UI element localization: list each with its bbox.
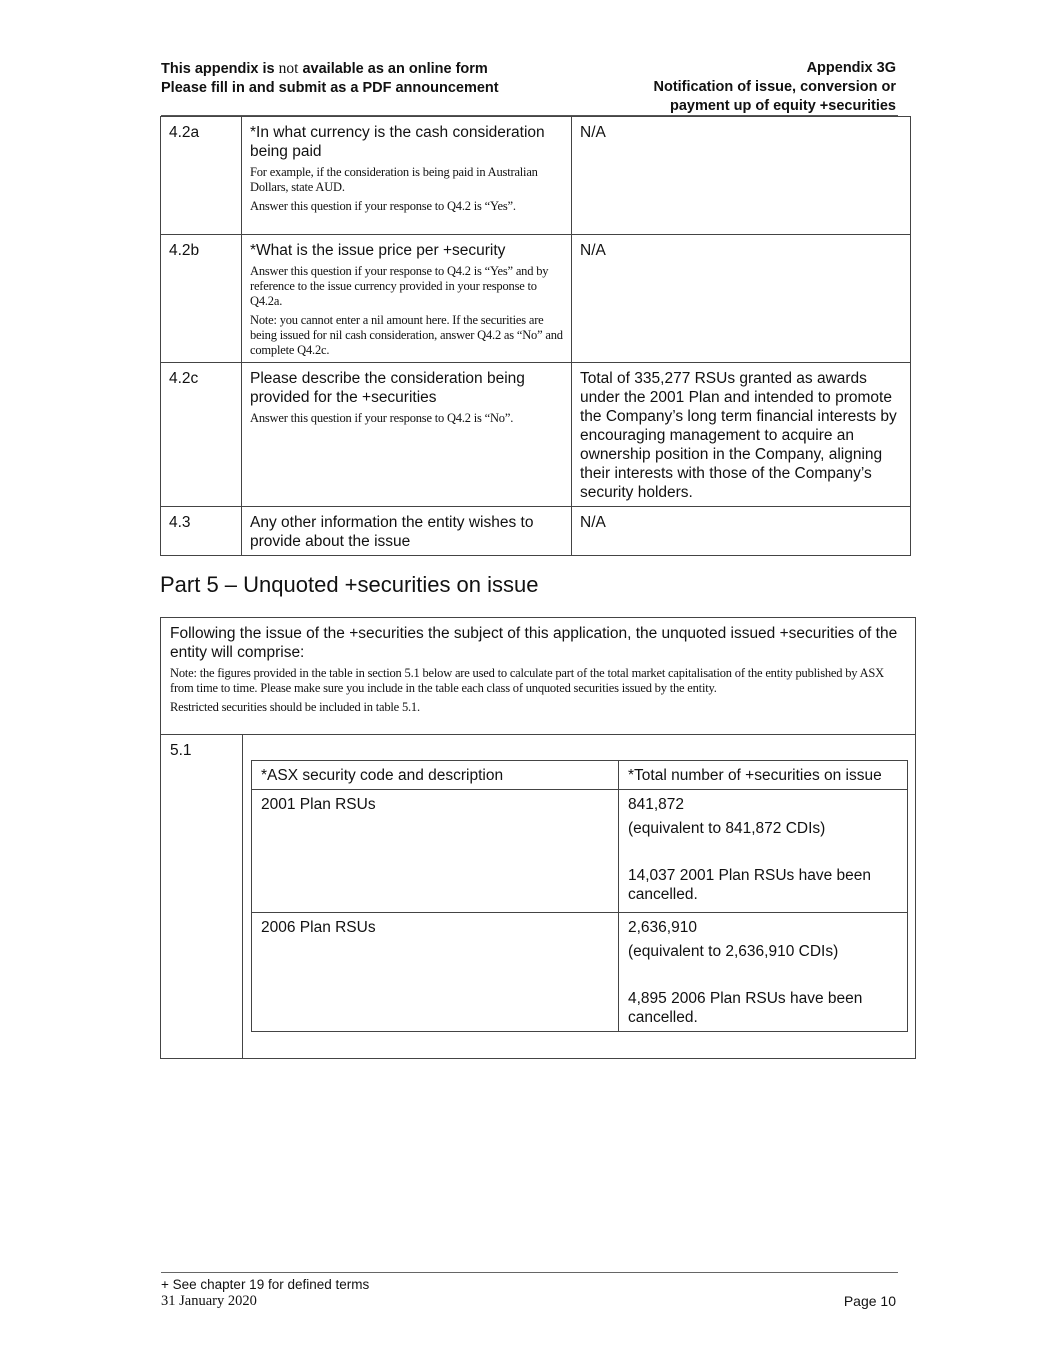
page-header-left [161,59,499,98]
security-total-field[interactable] [619,913,908,1032]
part5-intro [161,618,915,735]
question-cell [242,507,572,556]
answer-field[interactable]: N/A [572,235,911,363]
security-total-value: 2,636,910 [628,919,697,936]
answer-field[interactable]: N/A [572,117,911,235]
question-text: *What is the issue price per +security [250,242,506,259]
question-number: 4.2c [161,363,242,507]
question-cell [242,235,572,363]
table-row-4-3 [161,507,911,556]
security-description-field[interactable]: 2001 Plan RSUs [252,790,619,913]
security-cancelled-note: 14,037 2001 Plan RSUs have been cancelled. [628,867,872,903]
question-cell [242,363,572,507]
part5-intro-text: Following the issue of the +securities the subject of this application, the unquoted issued +securities of the entity will comprise: [170,625,898,661]
question-text: Any other information the entity wishes to provide about the issue [250,514,534,550]
question-note: Answer this question if your response to Q4.2 is “No”. [250,411,514,425]
question-number: 4.2a [161,117,242,235]
header-submit-instruction: Please fill in and submit as a PDF announcement [161,80,499,96]
question-text: Please describe the consideration being provided for the +securities [250,370,525,406]
question-note: Answer this question if your response to Q4.2 is “Yes”. [250,199,516,213]
column-header-total: *Total number of +securities on issue [619,761,908,790]
security-equivalent: (equivalent to 841,872 CDIs) [628,820,826,837]
question-number: 4.2b [161,235,242,363]
answer-field[interactable]: N/A [572,507,911,556]
question-note: Answer this question if your response to Q4.2 is “Yes” and by reference to the issue currency provided in your response to Q4.2a. [250,264,549,308]
table-row-4-2a [161,117,911,235]
security-total-field[interactable] [619,790,908,913]
page-footer-left [161,1276,369,1310]
column-header-description: *ASX security code and description [252,761,619,790]
table-row [252,790,908,913]
section-number-5-1: 5.1 [161,735,243,1058]
table-row [252,913,908,1032]
table-header-row [252,761,908,790]
question-note: For example, if the consideration is being paid in Australian Dollars, state AUD. [250,165,538,194]
question-number: 4.3 [161,507,242,556]
question-note: Note: you cannot enter a nil amount here. If the securities are being issued for nil cash consideration, answer Q4.2 as “No” and complete Q4.2c. [250,313,563,357]
part5-heading: Part 5 – Unquoted +securities on issue [160,572,539,597]
unquoted-securities-table [251,760,908,1032]
security-equivalent: (equivalent to 2,636,910 CDIs) [628,943,839,960]
question-text: *In what currency is the cash consideration being paid [250,124,545,160]
section4-table [160,116,911,556]
question-cell [242,117,572,235]
part5-note: Note: the figures provided in the table in section 5.1 below are used to calculate part of the total market capitalisation of the entity published by ASX from time to time. Please make sure you include in the table each class of unquoted securities issued by the entity. [170,666,884,695]
security-total-value: 841,872 [628,796,685,813]
defined-terms-note: + See chapter 19 for defined terms [161,1277,370,1292]
security-cancelled-note: 4,895 2006 Plan RSUs have been cancelled. [628,990,863,1026]
page-number: Page 10 [843,1293,896,1309]
answer-field[interactable]: Total of 335,277 RSUs granted as awards under the 2001 Plan and intended to promote the Company’s long term financial interests by encouraging management to acquire an ownership position in the Company, aligning their interests with those of the Company’s security holders. [572,363,911,507]
security-description-field[interactable]: 2006 Plan RSUs [252,913,619,1032]
appendix-subtitle-line1: Notification of issue, conversion or [653,79,896,95]
header-availability-note: This appendix is not available as an online form [161,60,488,77]
appendix-title: Appendix 3G [806,60,896,76]
page-header-right [653,59,896,116]
table-row-4-2b [161,235,911,363]
header-not-emphasis: not [278,60,299,77]
appendix-subtitle-line2: payment up of equity +securities [669,98,896,114]
table-row-4-2c [161,363,911,507]
part5-restricted-note: Restricted securities should be included in table 5.1. [170,700,420,714]
footer-date: 31 January 2020 [161,1293,257,1309]
footer-divider [161,1272,898,1273]
